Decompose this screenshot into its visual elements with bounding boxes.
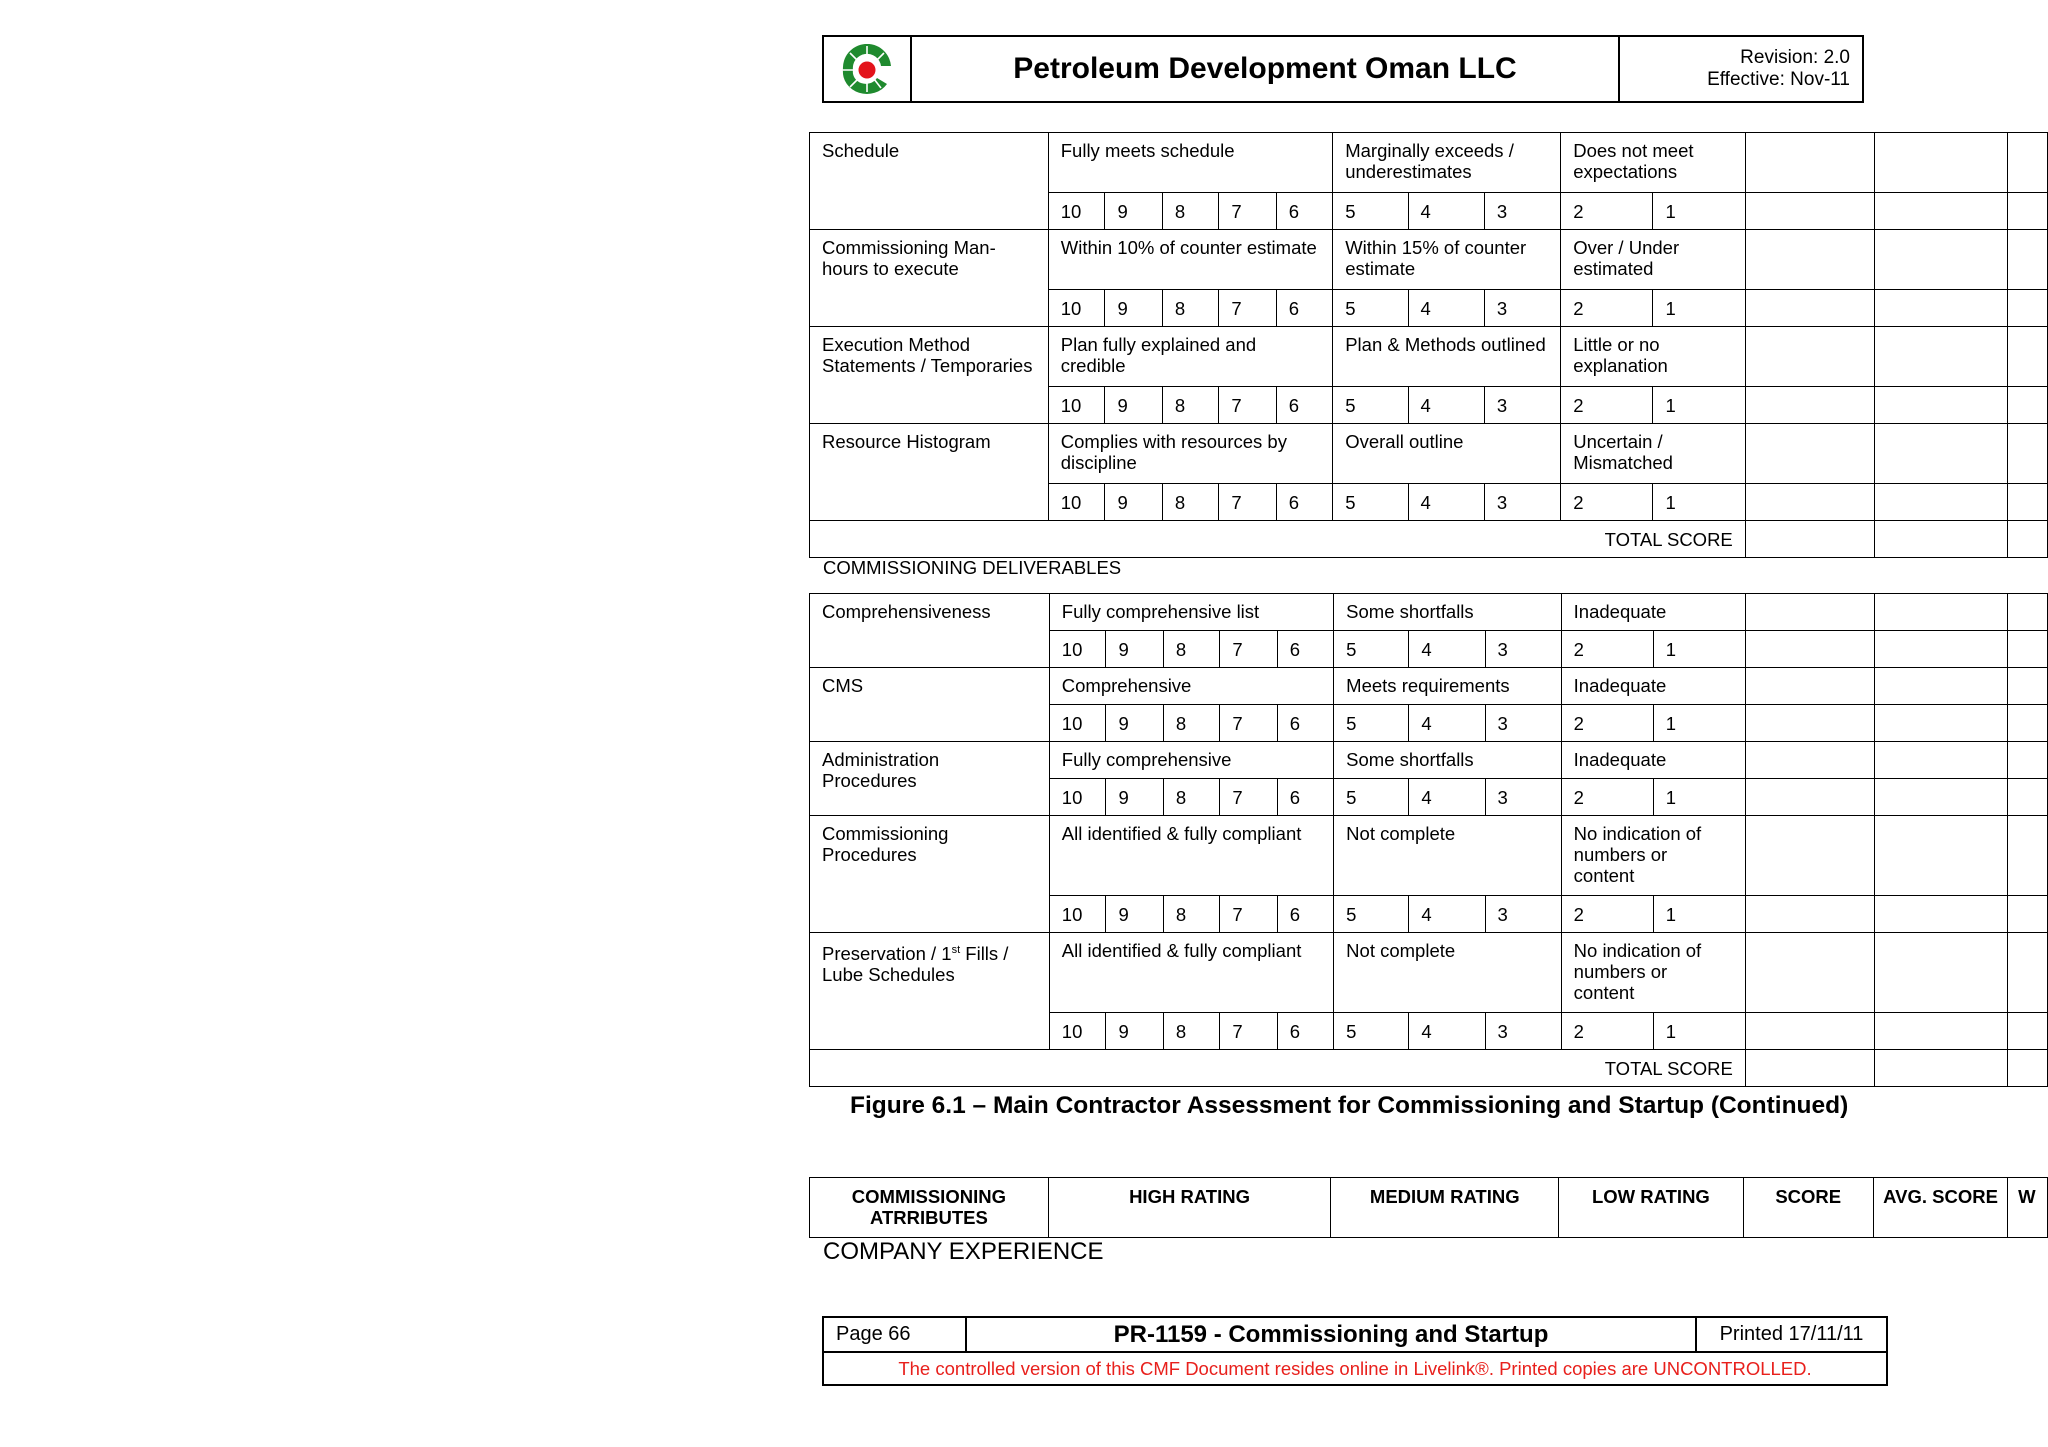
- weight-cell: [2008, 816, 2048, 896]
- medium-rating-text: Plan & Methods outlined: [1333, 327, 1561, 387]
- avg-score-cell: [1875, 896, 2008, 933]
- document-title: PR-1159 - Commissioning and Startup: [967, 1318, 1697, 1351]
- scale-value: 2: [1561, 896, 1653, 933]
- attribute-cell: Execution Method Statements / Temporaries: [810, 327, 1049, 424]
- scale-value: 10: [1049, 779, 1106, 816]
- weight-cell: [2008, 327, 2048, 387]
- scale-value: 7: [1220, 896, 1277, 933]
- pdo-logo-icon: [839, 44, 895, 94]
- low-rating-text: Little or no explanation: [1561, 327, 1746, 387]
- score-cell: [1745, 816, 1874, 896]
- avg-score-cell: [1875, 230, 2008, 290]
- scale-value: 2: [1561, 779, 1653, 816]
- revision: Revision: 2.0: [1740, 47, 1850, 68]
- medium-rating-text: Some shortfalls: [1334, 594, 1561, 631]
- avg-score-cell: [1875, 290, 2008, 327]
- scale-value: 1: [1653, 896, 1745, 933]
- scale-value: 2: [1561, 705, 1653, 742]
- score-cell: [1745, 193, 1874, 230]
- scale-value: 3: [1485, 631, 1561, 668]
- scale-value: 9: [1106, 1013, 1163, 1050]
- weight-cell: [2008, 387, 2048, 424]
- weight-cell: [2008, 705, 2048, 742]
- total-weight-cell: [2008, 521, 2048, 558]
- weight-cell: [2008, 779, 2048, 816]
- avg-score-cell: [1875, 742, 2008, 779]
- scale-value: 8: [1163, 1013, 1219, 1050]
- assessment-table-deliverables: [809, 593, 2048, 1087]
- scale-value: 7: [1219, 290, 1276, 327]
- score-cell: [1745, 387, 1874, 424]
- total-score-row: [810, 521, 2048, 558]
- high-rating-text: Fully comprehensive: [1049, 742, 1333, 779]
- high-rating-text: Fully meets schedule: [1048, 133, 1332, 193]
- scale-value: 1: [1653, 631, 1745, 668]
- scale-value: 6: [1277, 705, 1333, 742]
- scale-value: 6: [1277, 779, 1333, 816]
- scale-value: 9: [1105, 387, 1162, 424]
- scale-value: 5: [1333, 484, 1408, 521]
- attribute-cell: CMS: [810, 668, 1050, 742]
- header-weight-partial: W: [2008, 1178, 2048, 1238]
- attribute-cell: Administration Procedures: [810, 742, 1050, 816]
- header-high-rating: HIGH RATING: [1048, 1178, 1331, 1238]
- score-cell: [1745, 705, 1874, 742]
- scale-value: 3: [1484, 387, 1560, 424]
- scale-value: 1: [1653, 387, 1745, 424]
- low-rating-text: Does not meet expectations: [1561, 133, 1746, 193]
- scale-value: 3: [1484, 484, 1560, 521]
- score-cell: [1745, 484, 1874, 521]
- score-cell: [1745, 424, 1874, 484]
- scale-value: 2: [1561, 1013, 1653, 1050]
- scale-value: 5: [1334, 631, 1409, 668]
- scale-value: 6: [1276, 387, 1332, 424]
- low-rating-text: No indication of numbers or content: [1561, 933, 1745, 1013]
- scale-value: 3: [1484, 193, 1560, 230]
- score-cell: [1745, 1013, 1874, 1050]
- scale-value: 4: [1409, 631, 1485, 668]
- score-cell: [1745, 668, 1874, 705]
- score-cell: [1745, 631, 1874, 668]
- figure-caption: Figure 6.1 – Main Contractor Assessment for Commissioning and Startup (Continued): [850, 1092, 1849, 1119]
- scale-value: 2: [1561, 484, 1653, 521]
- scale-value: 9: [1106, 779, 1163, 816]
- scale-value: 4: [1408, 484, 1484, 521]
- high-rating-text: Within 10% of counter estimate: [1048, 230, 1332, 290]
- scale-value: 8: [1162, 290, 1218, 327]
- scale-value: 6: [1277, 631, 1333, 668]
- total-weight-cell: [2008, 1050, 2048, 1087]
- scale-value: 6: [1277, 896, 1333, 933]
- scale-value: 7: [1220, 705, 1277, 742]
- avg-score-cell: [1875, 933, 2008, 1013]
- scale-value: 2: [1561, 193, 1653, 230]
- low-rating-text: Inadequate: [1561, 668, 1745, 705]
- attribute-cell: Comprehensiveness: [810, 594, 1050, 668]
- scale-value: 2: [1561, 631, 1653, 668]
- attribute-cell: Commissioning Procedures: [810, 816, 1050, 933]
- avg-score-cell: [1875, 327, 2008, 387]
- high-rating-text: All identified & fully compliant: [1049, 933, 1333, 1013]
- weight-cell: [2008, 1013, 2048, 1050]
- medium-rating-text: Not complete: [1334, 933, 1561, 1013]
- weight-cell: [2008, 484, 2048, 521]
- medium-rating-text: Overall outline: [1333, 424, 1561, 484]
- avg-score-cell: [1875, 816, 2008, 896]
- criteria-row: [810, 424, 2048, 484]
- low-rating-text: Uncertain / Mismatched: [1561, 424, 1746, 484]
- scale-value: 3: [1484, 290, 1560, 327]
- total-score-row: [810, 1050, 2048, 1087]
- scale-value: 8: [1163, 779, 1219, 816]
- scale-value: 5: [1334, 705, 1409, 742]
- criteria-row: [810, 327, 2048, 387]
- low-rating-text: No indication of numbers or content: [1561, 816, 1745, 896]
- scale-value: 1: [1653, 193, 1745, 230]
- weight-cell: [2008, 290, 2048, 327]
- low-rating-text: Over / Under estimated: [1561, 230, 1746, 290]
- medium-rating-text: Not complete: [1334, 816, 1561, 896]
- company-name: Petroleum Development Oman LLC: [912, 37, 1620, 101]
- weight-cell: [2008, 631, 2048, 668]
- medium-rating-text: Within 15% of counter estimate: [1333, 230, 1561, 290]
- high-rating-text: Comprehensive: [1049, 668, 1333, 705]
- avg-score-cell: [1875, 705, 2008, 742]
- avg-score-cell: [1875, 424, 2008, 484]
- total-score-cell: [1745, 521, 1874, 558]
- header-avg-score: AVG. SCORE: [1873, 1178, 2007, 1238]
- score-cell: [1745, 896, 1874, 933]
- scale-value: 1: [1653, 1013, 1745, 1050]
- scale-value: 9: [1106, 896, 1163, 933]
- attribute-cell: Schedule: [810, 133, 1049, 230]
- scale-value: 9: [1106, 705, 1163, 742]
- low-rating-text: Inadequate: [1561, 742, 1745, 779]
- total-score-label: TOTAL SCORE: [810, 1050, 1746, 1087]
- scale-value: 6: [1276, 290, 1332, 327]
- criteria-row: [810, 133, 2048, 193]
- scale-value: 4: [1409, 896, 1485, 933]
- criteria-row: [810, 816, 2048, 896]
- scale-value: 1: [1653, 705, 1745, 742]
- scale-value: 9: [1105, 290, 1162, 327]
- uncontrolled-notice: The controlled version of this CMF Document resides online in Livelink®. Printed copies are UNCONTROLLED.: [898, 1357, 1812, 1379]
- scale-value: 10: [1049, 705, 1106, 742]
- criteria-row: [810, 742, 2048, 779]
- scale-value: 7: [1219, 193, 1276, 230]
- total-avg-cell: [1875, 1050, 2008, 1087]
- revision-info: [1620, 37, 1862, 101]
- scale-value: 8: [1162, 484, 1218, 521]
- attribute-superscript: st: [951, 944, 961, 956]
- avg-score-cell: [1875, 668, 2008, 705]
- scale-value: 4: [1408, 193, 1484, 230]
- scale-value: 10: [1049, 896, 1106, 933]
- scale-value: 9: [1106, 631, 1163, 668]
- document-header: [822, 35, 1864, 103]
- scale-value: 5: [1333, 290, 1408, 327]
- avg-score-cell: [1875, 387, 2008, 424]
- document-footer: [822, 1316, 1888, 1386]
- medium-rating-text: Meets requirements: [1334, 668, 1561, 705]
- scale-value: 4: [1408, 387, 1484, 424]
- criteria-row: [810, 594, 2048, 631]
- logo-cell: [824, 37, 912, 101]
- scale-value: 6: [1276, 484, 1332, 521]
- header-low-rating: LOW RATING: [1559, 1178, 1743, 1238]
- scale-value: 5: [1333, 387, 1408, 424]
- printed-date: Printed 17/11/11: [1719, 1323, 1864, 1345]
- section-title-deliverables: COMMISSIONING DELIVERABLES: [823, 557, 1122, 578]
- scale-value: 6: [1277, 1013, 1333, 1050]
- weight-cell: [2008, 668, 2048, 705]
- weight-cell: [2008, 230, 2048, 290]
- attribute-text: Preservation / 1: [822, 943, 952, 965]
- scale-value: 2: [1561, 387, 1653, 424]
- high-rating-text: All identified & fully compliant: [1049, 816, 1333, 896]
- scale-value: 7: [1219, 484, 1276, 521]
- attribute-cell: Commissioning Man-hours to execute: [810, 230, 1049, 327]
- criteria-row: [810, 933, 2048, 1013]
- scale-value: 4: [1409, 779, 1485, 816]
- scale-value: 10: [1048, 387, 1105, 424]
- scale-value: 3: [1485, 1013, 1561, 1050]
- scale-value: 8: [1162, 193, 1218, 230]
- section-title-company-experience: COMPANY EXPERIENCE: [823, 1238, 1104, 1265]
- avg-score-cell: [1875, 594, 2008, 631]
- scale-value: 1: [1653, 779, 1745, 816]
- scale-value: 5: [1333, 193, 1408, 230]
- avg-score-cell: [1875, 133, 2008, 193]
- header-score: SCORE: [1743, 1178, 1873, 1238]
- total-score-cell: [1745, 1050, 1874, 1087]
- avg-score-cell: [1875, 631, 2008, 668]
- scale-value: 7: [1220, 1013, 1277, 1050]
- high-rating-text: Complies with resources by discipline: [1048, 424, 1332, 484]
- score-cell: [1745, 133, 1874, 193]
- scale-value: 1: [1653, 484, 1745, 521]
- avg-score-cell: [1875, 484, 2008, 521]
- criteria-row: [810, 668, 2048, 705]
- score-cell: [1745, 933, 1874, 1013]
- scale-value: 9: [1105, 193, 1162, 230]
- scale-value: 6: [1276, 193, 1332, 230]
- scale-value: 5: [1334, 896, 1409, 933]
- page-number: Page 66: [824, 1318, 967, 1351]
- scale-value: 10: [1049, 1013, 1106, 1050]
- scale-value: 1: [1653, 290, 1745, 327]
- scale-value: 10: [1048, 290, 1105, 327]
- scale-value: 8: [1162, 387, 1218, 424]
- scale-value: 4: [1409, 1013, 1485, 1050]
- score-cell: [1745, 327, 1874, 387]
- scale-value: 7: [1220, 779, 1277, 816]
- medium-rating-text: Marginally exceeds / underestimates: [1333, 133, 1561, 193]
- total-avg-cell: [1875, 521, 2008, 558]
- scale-value: 5: [1334, 1013, 1409, 1050]
- low-rating-text: Inadequate: [1561, 594, 1745, 631]
- avg-score-cell: [1875, 779, 2008, 816]
- avg-score-cell: [1875, 1013, 2008, 1050]
- total-score-label: TOTAL SCORE: [810, 521, 1746, 558]
- scale-value: 4: [1408, 290, 1484, 327]
- header-attributes: COMMISSIONING ATRRIBUTES: [810, 1178, 1049, 1238]
- weight-cell: [2008, 742, 2048, 779]
- avg-score-cell: [1875, 193, 2008, 230]
- score-cell: [1745, 742, 1874, 779]
- high-rating-text: Fully comprehensive list: [1049, 594, 1333, 631]
- weight-cell: [2008, 193, 2048, 230]
- score-cell: [1745, 779, 1874, 816]
- scale-value: 10: [1048, 484, 1105, 521]
- header-medium-rating: MEDIUM RATING: [1331, 1178, 1559, 1238]
- scale-value: 10: [1048, 193, 1105, 230]
- scale-value: 8: [1163, 705, 1219, 742]
- assessment-table-execution: [809, 132, 2048, 558]
- weight-cell: [2008, 133, 2048, 193]
- scale-value: 10: [1049, 631, 1106, 668]
- column-header-table: [809, 1177, 2048, 1238]
- score-cell: [1745, 230, 1874, 290]
- scale-value: 2: [1561, 290, 1653, 327]
- score-cell: [1745, 290, 1874, 327]
- criteria-row: [810, 230, 2048, 290]
- score-cell: [1745, 594, 1874, 631]
- attribute-cell: Resource Histogram: [810, 424, 1049, 521]
- weight-cell: [2008, 933, 2048, 1013]
- effective-date: Effective: Nov-11: [1707, 69, 1850, 90]
- scale-value: 7: [1219, 387, 1276, 424]
- scale-value: 4: [1409, 705, 1485, 742]
- weight-cell: [2008, 424, 2048, 484]
- scale-value: 8: [1163, 896, 1219, 933]
- scale-value: 3: [1485, 896, 1561, 933]
- attribute-text: Fills / Lube Schedules: [822, 943, 1009, 986]
- attribute-cell: [810, 933, 1050, 1050]
- high-rating-text: Plan fully explained and credible: [1048, 327, 1332, 387]
- weight-cell: [2008, 594, 2048, 631]
- weight-cell: [2008, 896, 2048, 933]
- scale-value: 3: [1485, 705, 1561, 742]
- scale-value: 3: [1485, 779, 1561, 816]
- scale-value: 5: [1334, 779, 1409, 816]
- scale-value: 7: [1220, 631, 1277, 668]
- scale-value: 8: [1163, 631, 1219, 668]
- medium-rating-text: Some shortfalls: [1334, 742, 1561, 779]
- scale-value: 9: [1105, 484, 1162, 521]
